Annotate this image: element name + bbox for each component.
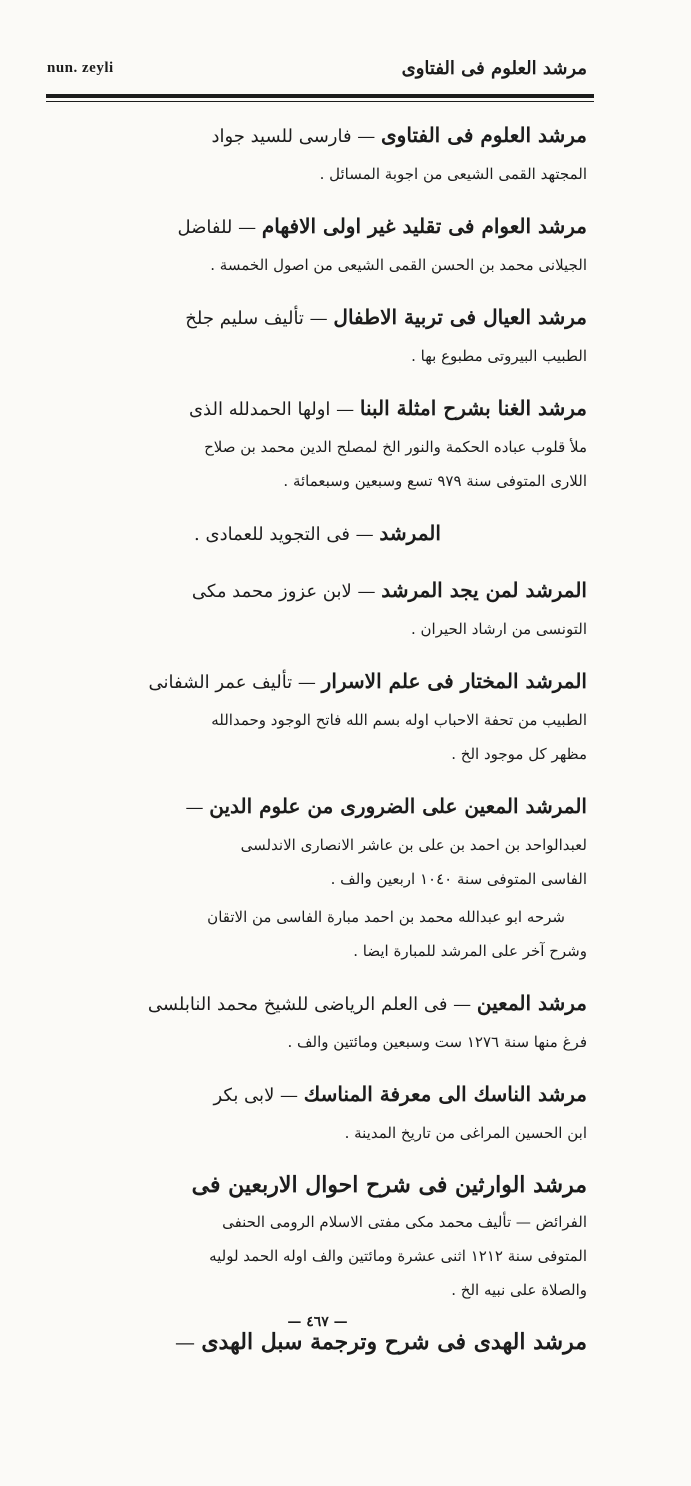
entry-heading-rest: — للفاضل — [177, 217, 257, 238]
entry — [48, 786, 587, 896]
entry-heading: المرشد المعين على الضرورى من علوم الدين — [209, 794, 587, 818]
entry-heading-rest: — فى التجويد للعمادى . — [194, 524, 374, 545]
entry-line: اللارى المتوفى سنة ٩٧٩ تسع وسبعين وسبعمائة . — [283, 472, 587, 490]
entry-line: الفرائض — تأليف محمد مكى مفتى الاسلام الرومى الحنفى — [222, 1213, 587, 1231]
entry-heading: المرشد لمن يجد المرشد — [381, 578, 587, 602]
entry-heading: المرشد — [379, 521, 441, 545]
entry — [48, 983, 587, 1059]
entry-heading-rest: — — [185, 797, 204, 818]
entry-heading: المرشد المختار فى علم الاسرار — [321, 669, 587, 693]
entry-heading: مرشد الناسك الى معرفة المناسك — [303, 1082, 587, 1106]
entry — [48, 115, 587, 191]
entry-heading: مرشد العوام فى تقليد غير اولى الافهام — [261, 214, 587, 238]
entry-heading-rest: — لابى بكر — [213, 1085, 299, 1106]
header-rule-thick — [46, 94, 594, 98]
entry-heading: مرشد العيال فى تربية الاطفال — [333, 305, 587, 329]
entry-line: الطبيب من تحفة الاحباب اوله بسم الله فاتح الوجود وحمدالله — [211, 711, 587, 729]
entry-line: الجيلانى محمد بن الحسن القمى الشيعى من اصول الخمسة . — [210, 256, 587, 274]
entry — [48, 388, 587, 498]
entry-line: المتوفى سنة ١٢١٢ اثنى عشرة ومائتين والف اوله الحمد لوليه — [209, 1247, 587, 1265]
entry-line: الفاسى المتوفى سنة ١٠٤٠ اربعين والف . — [330, 870, 587, 888]
header-rule-thin — [46, 101, 594, 102]
entry-commentary — [48, 900, 587, 968]
entry-line: مظهر كل موجود الخ . — [451, 745, 587, 763]
entry-heading-rest: — فارسى للسيد جواد — [211, 126, 376, 147]
entry-heading: مرشد المعين — [476, 991, 587, 1015]
entry-line: ابن الحسين المراغى من تاريخ المدينة . — [344, 1124, 587, 1142]
entry-heading-rest: — — [174, 1330, 195, 1354]
entry-line: وشرح آخر على المرشد للمبارة ايضا . — [353, 942, 587, 960]
entry-heading-rest: — فى العلم الرياضى للشيخ محمد النابلسى — [147, 994, 472, 1015]
entries-list — [48, 115, 587, 1377]
running-title: مرشد العلوم فى الفتاوى — [401, 58, 587, 79]
entry-heading: مرشد الوارثين فى شرح احوال الاربعين فى — [191, 1172, 587, 1198]
entry-line: شرحه ابو عبدالله محمد بن احمد مبارة الفاسى من الاتقان — [207, 908, 565, 926]
entry — [48, 1074, 587, 1150]
entry — [48, 1165, 587, 1307]
entry — [48, 513, 587, 555]
entry-line: ملأ قلوب عباده الحكمة والنور الخ لمصلح الدين محمد بن صلاح — [204, 438, 587, 456]
entry-line: المجتهد القمى الشيعى من اجوبة المسائل . — [319, 165, 587, 183]
entry-heading-rest: — لابن عزوز محمد مكى — [191, 581, 376, 602]
entry-heading: مرشد الغنا بشرح امثلة البنا — [359, 396, 587, 420]
entry — [48, 206, 587, 282]
entry-line: الطبيب البيروتى مطبوع بها . — [411, 347, 587, 365]
entry — [48, 297, 587, 373]
entry-line: لعبدالواحد بن احمد بن على بن عاشر الانصارى الاندلسى — [240, 836, 587, 854]
entry-line: التونسى من ارشاد الحيران . — [410, 620, 587, 638]
entry-line: والصلاة على نبيه الخ . — [451, 1281, 587, 1299]
entry-heading: مرشد الهدى فى شرح وترجمة سبل الهدى — [201, 1329, 587, 1355]
page-number: — ٤٦٧ — — [287, 1314, 348, 1330]
entry-heading-rest: — تأليف سليم جلخ — [185, 308, 328, 329]
entry-line: فرغ منها سنة ١٢٧٦ ست وسبعين ومائتين والف . — [287, 1033, 587, 1051]
entry-heading-rest: — اولها الحمدلله الذى — [188, 399, 355, 420]
entry-heading-rest: — تأليف عمر الشفانى — [148, 672, 316, 693]
entry — [48, 570, 587, 646]
entry — [48, 661, 587, 771]
header-left-text: nun. zeyli — [47, 60, 114, 76]
entry-heading: مرشد العلوم فى الفتاوى — [381, 123, 587, 147]
